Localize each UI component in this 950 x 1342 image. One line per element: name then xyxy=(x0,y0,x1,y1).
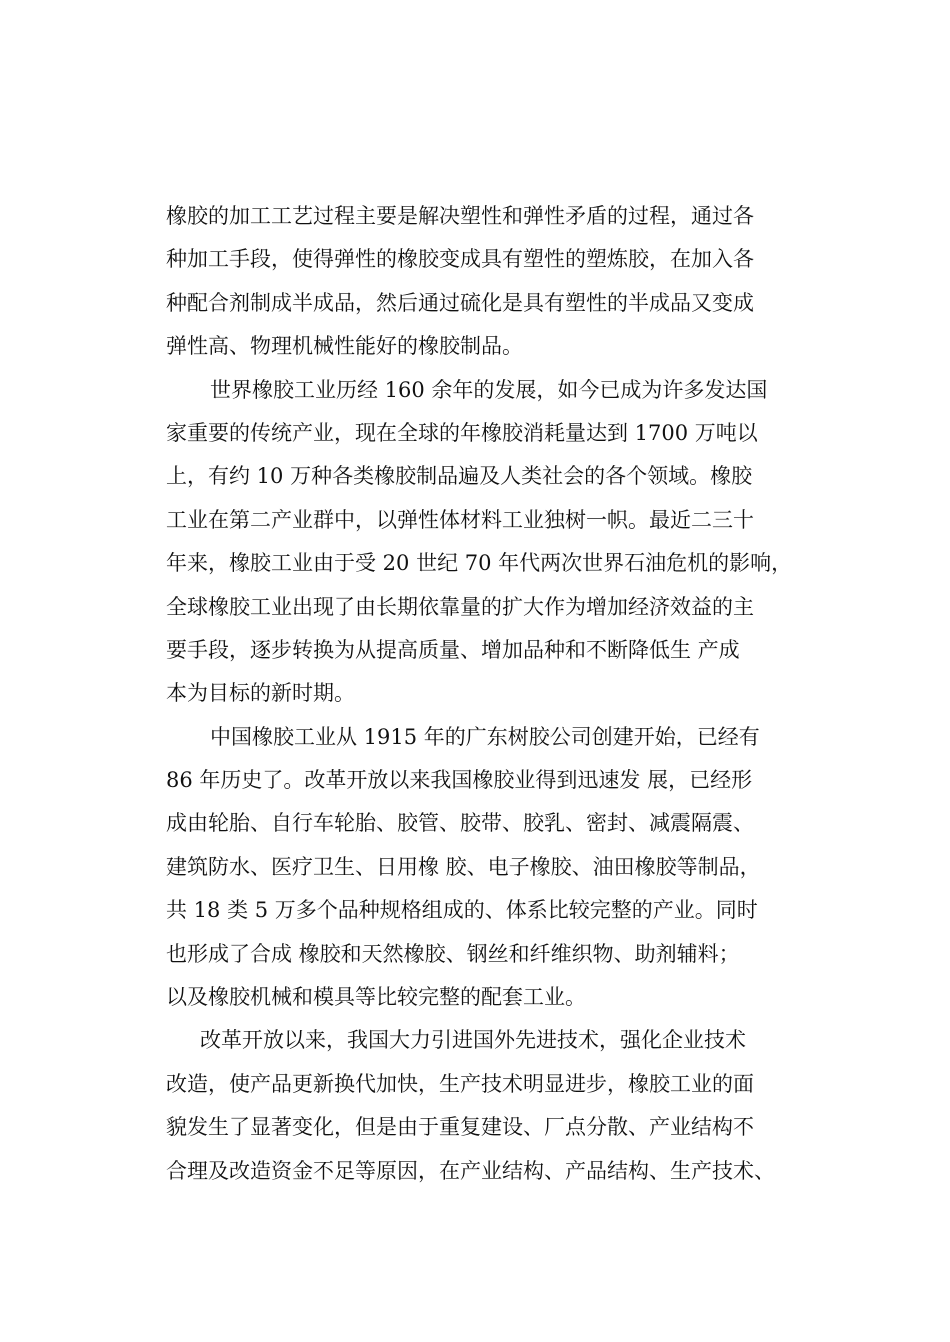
text-line: 年来，橡胶工业由于受 20 世纪 70 年代两次世界石油危机的影响， xyxy=(166,551,793,576)
text-line: 86 年历史了。改革开放以来我国橡胶业得到迅速发 展，已经形 xyxy=(166,768,753,793)
text-line: 世界橡胶工业历经 160 余年的发展，如今已成为许多发达国 xyxy=(210,377,768,402)
document-body xyxy=(166,195,796,1193)
text-line: 合理及改造资金不足等原因，在产业结构、产品结构、生产技术、 xyxy=(166,1158,775,1183)
text-line: 中国橡胶工业从 1915 年的广东树胶公司创建开始，已经有 xyxy=(210,724,760,749)
text-line: 建筑防水、医疗卫生、日用橡 胶、电子橡胶、油田橡胶等制品， xyxy=(166,854,761,879)
text-line: 家重要的传统产业，现在全球的年橡胶消耗量达到 1700 万吨以 xyxy=(166,420,758,445)
text-line: 要手段，逐步转换为从提高质量、增加品种和不断降低生 产成 xyxy=(166,637,740,662)
text-line: 改造，使产品更新换代加快，生产技术明显进步，橡胶工业的面 xyxy=(166,1071,754,1096)
text-line: 共 18 类 5 万多个品种规格组成的、体系比较完整的产业。同时 xyxy=(166,898,758,923)
text-line: 种加工手段，使得弹性的橡胶变成具有塑性的塑炼胶，在加入各 xyxy=(166,247,754,272)
paragraph-4 xyxy=(166,1019,796,1193)
text-line: 橡胶的加工工艺过程主要是解决塑性和弹性矛盾的过程，通过各 xyxy=(166,204,754,228)
text-line: 本为目标的新时期。 xyxy=(166,681,355,706)
paragraph-3 xyxy=(166,716,796,1020)
paragraph-2 xyxy=(166,369,796,716)
text-line: 上，有约 10 万种各类橡胶制品遍及人类社会的各个领域。橡胶 xyxy=(166,464,753,489)
text-line: 弹性高、物理机械性能好的橡胶制品。 xyxy=(166,334,523,359)
text-line: 貌发生了显著变化，但是由于重复建设、厂点分散、产业结构不 xyxy=(166,1115,754,1140)
text-line: 改革开放以来，我国大力引进国外先进技术，强化企业技术 xyxy=(200,1028,746,1053)
text-line: 全球橡胶工业出现了由长期依靠量的扩大作为增加经济效益的主 xyxy=(166,594,754,619)
text-line: 也形成了合成 橡胶和天然橡胶、钢丝和纤维织物、助剂辅料； xyxy=(166,941,740,966)
text-line: 工业在第二产业群中，以弹性体材料工业独树一帜。最近二三十 xyxy=(166,507,754,532)
text-line: 成由轮胎、自行车轮胎、胶管、胶带、胶乳、密封、减震隔震、 xyxy=(166,811,754,836)
text-line: 种配合剂制成半成品，然后通过硫化是具有塑性的半成品又变成 xyxy=(166,290,754,315)
paragraph-1 xyxy=(166,195,796,369)
text-line: 以及橡胶机械和模具等比较完整的配套工业。 xyxy=(166,985,586,1010)
